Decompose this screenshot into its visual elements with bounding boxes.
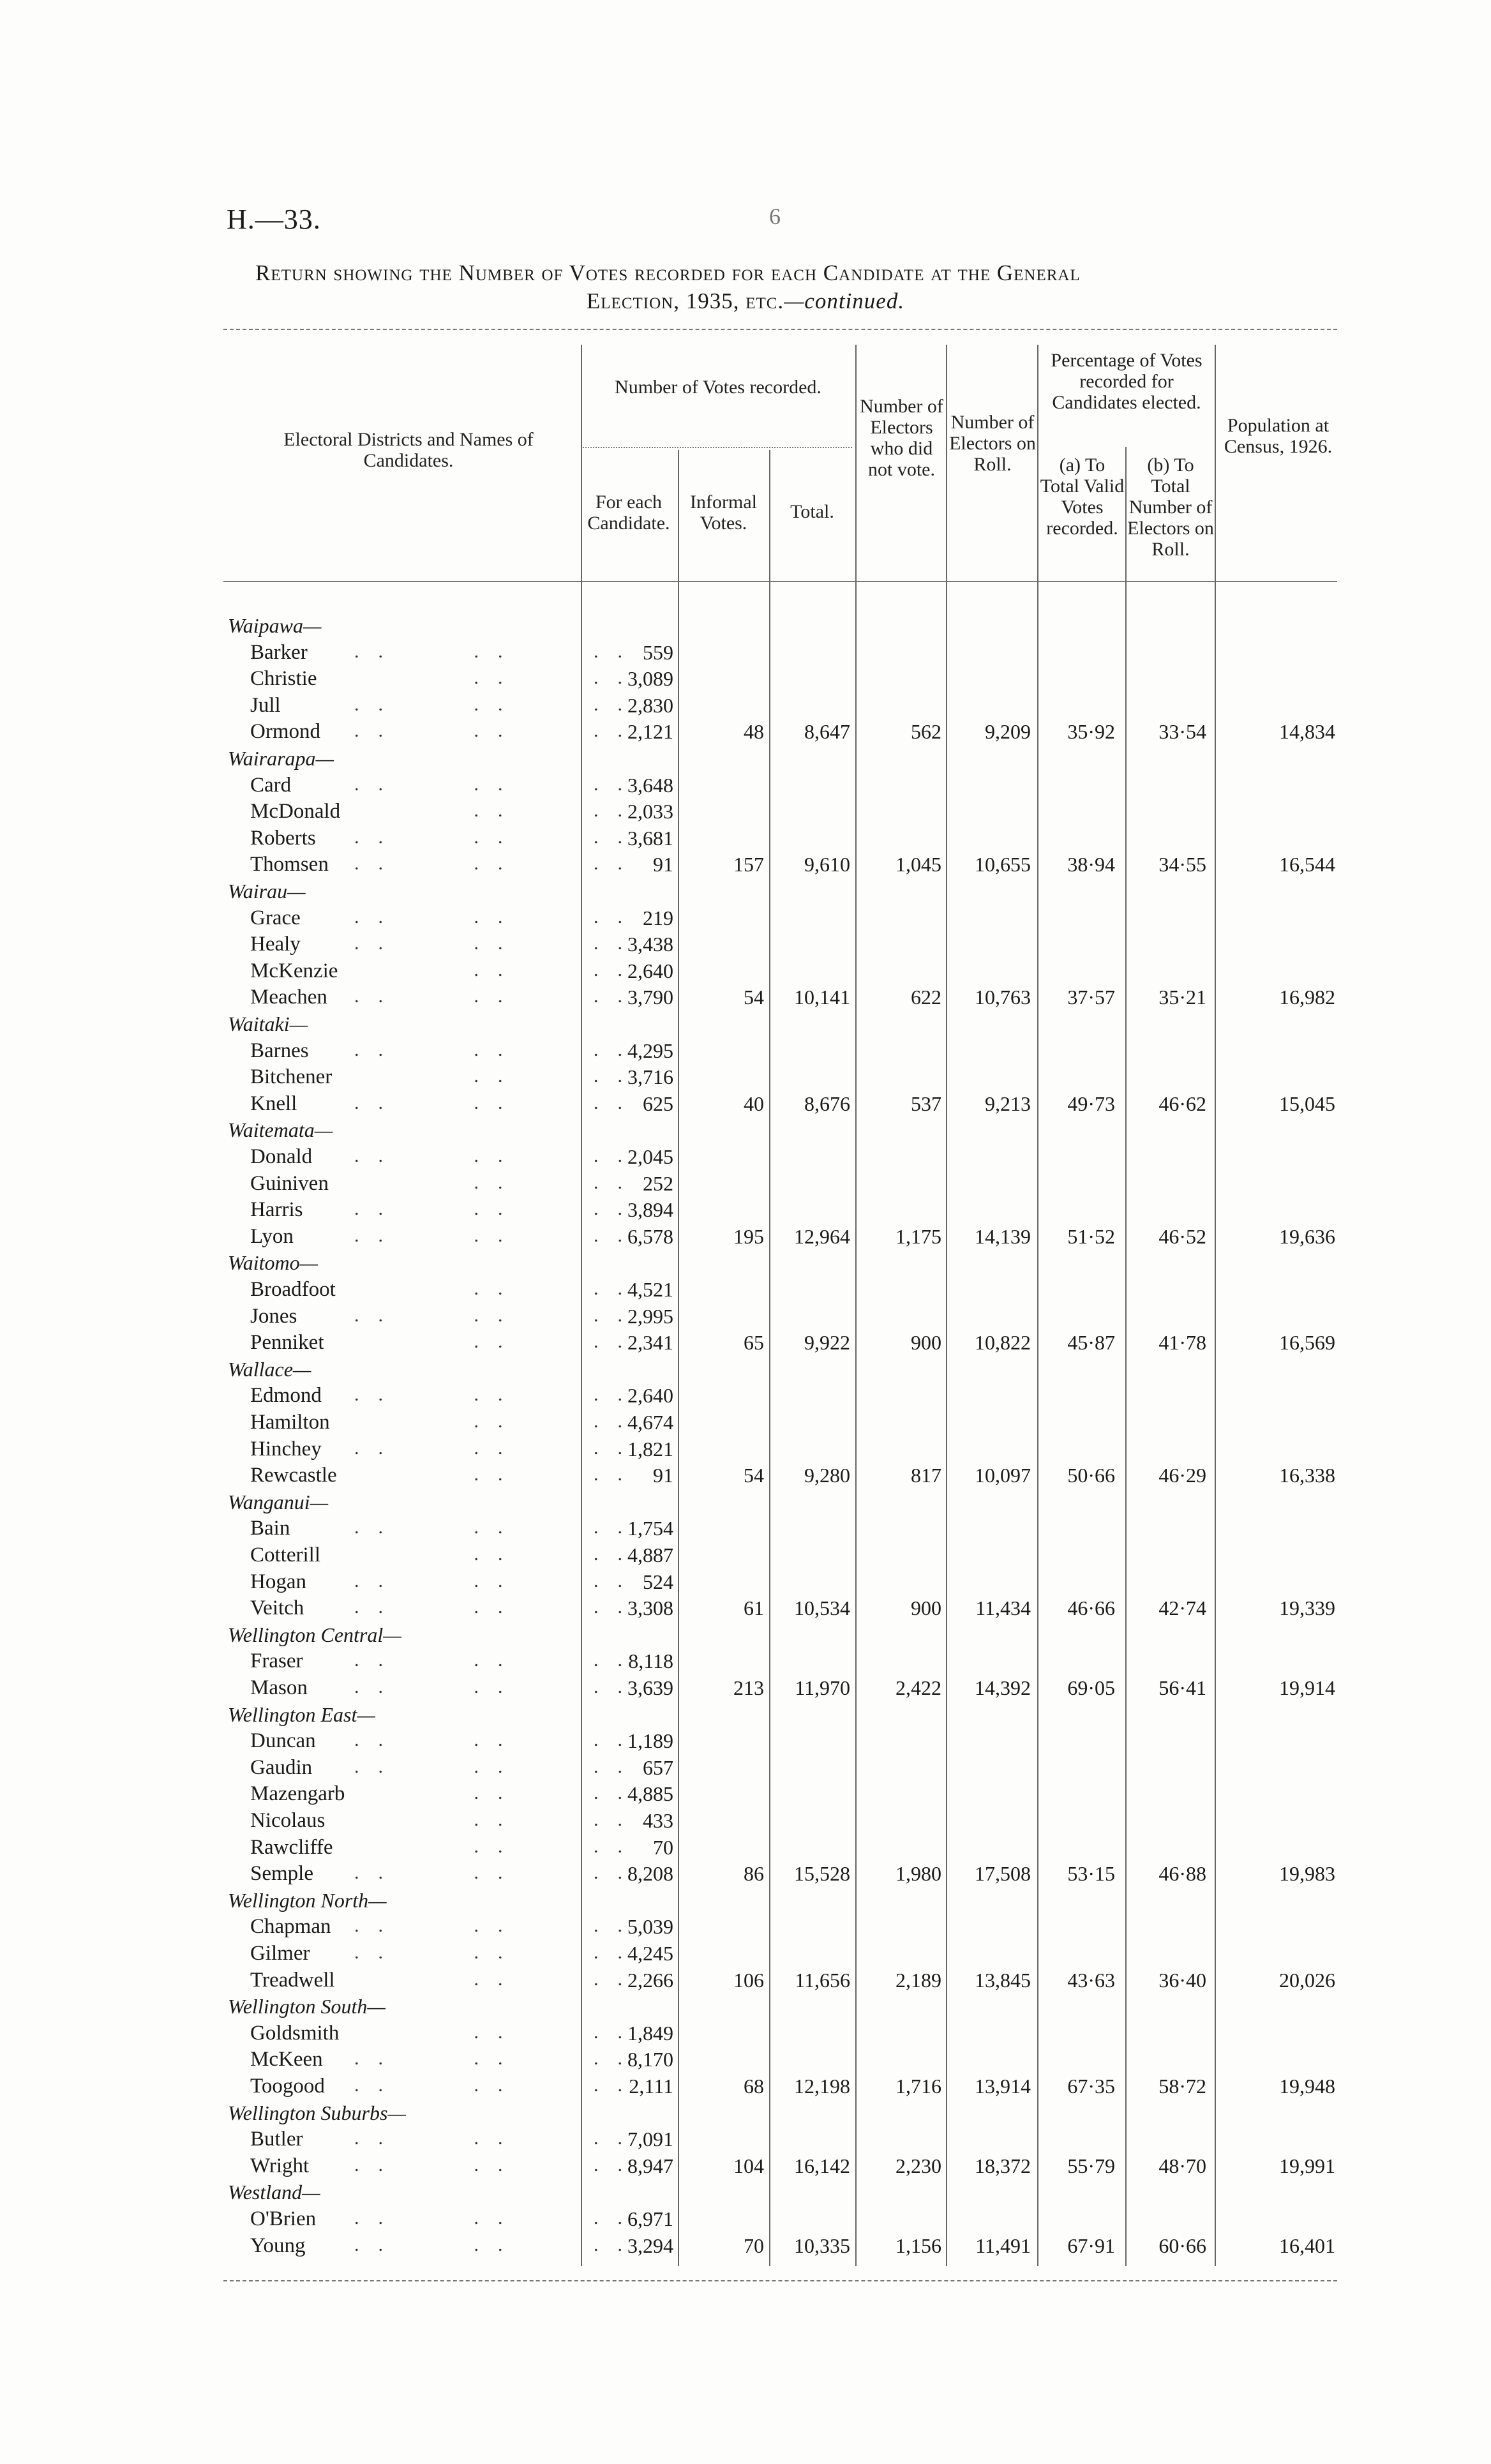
candidate-name: Donald [250,1145,313,1168]
electors-on-roll: 17,508 [975,1862,1031,1886]
candidate-votes: 625 [643,1092,673,1115]
dot-leaders: .. .. .. [354,986,641,1007]
candidate-name: O'Brien [250,2207,317,2230]
dot-leaders: .. .. .. [354,1039,641,1060]
candidate-name: Roberts [250,826,316,850]
pct-electors: 41·78 [1158,1331,1206,1355]
dot-leaders: .. .. .. [354,1729,641,1751]
dot-leaders: .. .. [354,2021,641,2043]
candidate-votes: 2,121 [627,720,673,744]
pct-electors: 35·21 [1158,986,1206,1009]
dot-leaders: .. .. .. [354,640,641,662]
col-rule-7 [1125,447,1127,2266]
total-votes: 10,534 [794,1596,850,1620]
pct-valid-votes: 50·66 [1067,1464,1115,1487]
candidate-name: Jones [250,1304,297,1328]
dot-leaders: .. .. [354,1809,641,1830]
candidate-name: Goldsmith [250,2021,340,2045]
candidate-name: Bitchener [250,1065,333,1089]
candidate-name: Duncan [250,1729,316,1753]
page-number: 6 [769,204,781,229]
candidate-name: Meachen [250,986,327,1009]
informal-votes: 40 [744,1092,764,1115]
candidate-name: Christie [250,667,317,691]
candidate-votes: 2,033 [627,800,673,823]
candidate-votes: 3,648 [627,773,673,797]
electors-on-roll: 13,845 [975,1968,1031,1992]
candidate-votes: 70 [653,1835,673,1859]
pct-valid-votes: 67·91 [1067,2234,1115,2257]
electors-on-roll: 11,491 [975,2234,1031,2257]
total-votes: 10,141 [794,986,850,1009]
candidate-votes: 2,341 [627,1331,673,1355]
dot-leaders: .. .. .. [354,2128,641,2149]
header-on-roll: Number of Electors on Roll. [949,412,1036,475]
pct-valid-votes: 38·94 [1067,853,1115,876]
candidate-name: Knell [250,1092,297,1115]
candidate-votes: 2,640 [627,959,673,982]
district-name: Waitomo— [228,1251,318,1275]
candidate-name: Veitch [250,1596,304,1620]
dot-leaders: .. .. .. [354,933,641,954]
district-name: Waitaki— [228,1012,308,1035]
col-rule-8 [1215,345,1216,2266]
population-1926: 19,339 [1279,1596,1335,1620]
candidate-votes: 8,118 [628,1649,673,1673]
candidate-name: Jull [250,693,281,717]
electors-on-roll: 9,213 [985,1092,1031,1115]
pct-electors: 60·66 [1158,2234,1206,2257]
informal-votes: 213 [733,1676,764,1699]
dot-leaders: .. .. .. [354,2048,641,2070]
header-bottom-rule [223,581,1337,582]
electors-not-voted: 900 [911,1331,941,1355]
electors-on-roll: 9,209 [985,720,1031,744]
total-votes: 16,142 [794,2154,850,2177]
candidate-name: Barker [250,640,308,664]
informal-votes: 61 [744,1596,764,1620]
candidate-name: Penniket [250,1331,324,1355]
dot-leaders: .. .. [354,1065,641,1087]
candidate-name: Guiniven [250,1171,329,1195]
dot-leaders: .. .. [354,800,641,822]
population-1926: 16,569 [1279,1331,1335,1355]
dot-leaders: .. .. [354,1968,641,1990]
dot-leaders: .. .. .. [354,1942,641,1963]
district-name: Wallace— [228,1357,311,1381]
electors-on-roll: 10,097 [975,1464,1031,1487]
electors-not-voted: 537 [911,1092,941,1115]
dot-leaders: .. .. [354,1544,641,1565]
informal-votes: 54 [744,986,764,1009]
candidate-name: Healy [250,933,301,956]
pct-valid-votes: 45·87 [1067,1331,1115,1355]
population-1926: 19,991 [1279,2154,1335,2177]
population-1926: 16,401 [1279,2234,1335,2257]
candidate-name: Hogan [250,1570,306,1593]
population-1926: 14,834 [1279,720,1335,744]
pct-valid-votes: 53·15 [1067,1862,1115,1886]
candidate-name: Treadwell [250,1968,335,1992]
candidate-name: Card [250,773,292,797]
header-votes-recorded: Number of Votes recorded. [615,377,821,398]
dot-leaders: .. .. .. [354,1092,641,1113]
document-reference: H.—33. [227,204,321,235]
candidate-name: Hamilton [250,1411,330,1434]
candidate-name: Edmond [250,1384,322,1408]
population-1926: 19,948 [1279,2075,1335,2098]
candidate-name: Gaudin [250,1755,313,1779]
votes-group-rule [581,447,852,448]
dot-leaders: .. .. .. [354,1145,641,1166]
candidate-name: Mason [250,1676,308,1699]
dot-leaders: .. .. [354,1464,641,1485]
candidate-votes: 6,578 [627,1224,673,1248]
electors-on-roll: 10,655 [975,853,1031,876]
dot-leaders: .. .. .. [354,853,641,875]
title-continued-text: —continued. [784,289,905,313]
total-votes: 11,970 [795,1676,850,1699]
candidate-name: McKeen [250,2048,323,2071]
candidate-votes: 8,170 [627,2048,673,2071]
dot-leaders: .. .. .. [354,1676,641,1697]
electors-not-voted: 2,189 [895,1968,941,1992]
candidate-votes: 252 [643,1171,673,1195]
dot-leaders: .. .. .. [354,773,641,795]
dot-leaders: .. .. .. [354,1437,641,1459]
candidate-name: Rawcliffe [250,1835,333,1859]
candidate-votes: 4,521 [627,1278,673,1301]
electors-on-roll: 18,372 [975,2154,1031,2177]
electors-not-voted: 900 [911,1596,941,1620]
header-pct-electors: (b) To Total Number of Electors on Roll. [1127,454,1214,560]
col-rule-5 [946,345,947,2266]
dot-leaders: .. .. [354,1411,641,1432]
candidate-votes: 3,438 [627,933,673,956]
dot-leaders: .. .. .. [354,720,641,742]
electors-on-roll: 11,434 [975,1596,1031,1620]
header-population: Population at Census, 1926. [1224,415,1333,457]
dot-leaders: .. .. [354,667,641,689]
candidate-votes: 4,674 [627,1411,673,1434]
candidate-votes: 3,308 [627,1596,673,1620]
dot-leaders: .. .. .. [354,2234,641,2255]
population-1926: 19,914 [1279,1676,1335,1699]
district-name: Wellington North— [228,1888,387,1912]
pct-electors: 48·70 [1158,2154,1206,2177]
electors-not-voted: 1,716 [895,2075,941,2098]
candidate-votes: 559 [643,640,673,664]
total-votes: 10,335 [794,2234,850,2257]
candidate-votes: 4,887 [627,1544,673,1566]
district-name: Wellington Suburbs— [228,2101,406,2124]
candidate-votes: 3,089 [627,667,673,691]
informal-votes: 68 [744,2075,764,2098]
total-votes: 12,198 [794,2075,850,2098]
candidate-name: Mazengarb [250,1782,345,1806]
electors-not-voted: 1,980 [895,1862,941,1886]
electors-not-voted: 1,175 [895,1224,941,1248]
candidate-name: Grace [250,906,301,929]
candidate-votes: 2,111 [629,2075,673,2098]
pct-electors: 46·62 [1158,1092,1206,1115]
pct-valid-votes: 37·57 [1067,986,1115,1009]
candidate-votes: 524 [643,1570,673,1593]
candidate-name: Ormond [250,720,320,744]
pct-electors: 42·74 [1158,1596,1206,1620]
candidate-votes: 1,849 [627,2021,673,2045]
electors-not-voted: 1,045 [895,853,941,876]
candidate-votes: 3,639 [627,1676,673,1699]
header-informal-votes: Informal Votes. [690,492,757,534]
pct-valid-votes: 67·35 [1067,2075,1115,2098]
candidate-name: McKenzie [250,959,338,982]
electors-not-voted: 1,156 [895,2234,941,2257]
candidate-votes: 1,189 [627,1729,673,1753]
pct-valid-votes: 69·05 [1067,1676,1115,1699]
informal-votes: 86 [744,1862,764,1886]
dot-leaders: .. .. .. [354,1384,641,1406]
candidate-votes: 4,245 [627,1942,673,1965]
district-name: Wellington East— [228,1702,375,1726]
candidate-votes: 7,091 [627,2128,673,2151]
electors-not-voted: 2,230 [895,2154,941,2177]
dot-leaders: .. .. .. [354,1198,641,1220]
header-not-voted: Number of Electors who did not vote. [860,396,943,480]
pct-valid-votes: 49·73 [1067,1092,1115,1115]
informal-votes: 195 [733,1224,764,1248]
col-rule-4 [855,345,857,2266]
dot-leaders: .. .. .. [354,2154,641,2175]
candidate-name: Harris [250,1198,303,1222]
candidate-votes: 5,039 [627,1915,673,1939]
dot-leaders: .. .. .. [354,1862,641,1884]
dot-leaders: .. .. [354,1331,641,1353]
electors-on-roll: 13,914 [975,2075,1031,2098]
electors-not-voted: 622 [911,986,941,1009]
total-votes: 12,964 [794,1224,850,1248]
dot-leaders: .. .. .. [354,2075,641,2096]
candidate-name: Butler [250,2128,303,2151]
header-total: Total. [790,501,834,522]
dot-leaders: .. .. [354,1835,641,1857]
candidate-votes: 3,681 [627,826,673,850]
pct-electors: 46·52 [1158,1224,1206,1248]
header-districts: Electoral Districts and Names of Candidates. [283,429,534,471]
electors-not-voted: 817 [911,1464,941,1487]
candidate-votes: 91 [653,853,673,876]
candidate-name: Chapman [250,1915,331,1939]
population-1926: 15,045 [1279,1092,1335,1115]
total-votes: 8,647 [804,720,850,744]
candidate-votes: 219 [643,906,673,929]
candidate-name: Lyon [250,1224,294,1248]
electors-not-voted: 2,422 [895,1676,941,1699]
col-rule-6 [1037,345,1038,2266]
total-votes: 11,656 [795,1968,850,1992]
dot-leaders: .. .. .. [354,826,641,848]
dot-leaders: .. .. .. [354,693,641,715]
candidate-votes: 6,971 [627,2207,673,2230]
dot-leaders: .. .. [354,1278,641,1299]
electors-on-roll: 10,822 [975,1331,1031,1355]
total-votes: 9,280 [804,1464,850,1487]
pct-valid-votes: 46·66 [1067,1596,1115,1620]
district-name: Westland— [228,2181,320,2204]
total-votes: 9,922 [804,1331,850,1355]
candidate-name: Rewcastle [250,1464,337,1487]
population-1926: 16,982 [1279,986,1335,1009]
candidate-votes: 2,830 [627,693,673,717]
table-title-line2 [0,289,1491,314]
electors-on-roll: 14,392 [975,1676,1031,1699]
candidate-name: Gilmer [250,1942,310,1965]
electors-on-roll: 14,139 [975,1224,1031,1248]
informal-votes: 104 [733,2154,764,2177]
pct-electors: 36·40 [1158,1968,1206,1992]
candidate-votes: 3,790 [627,986,673,1009]
pct-valid-votes: 35·92 [1067,720,1115,744]
table-bottom-rule [223,2280,1337,2281]
pct-electors: 46·88 [1158,1862,1206,1886]
population-1926: 20,026 [1279,1968,1335,1992]
electors-on-roll: 10,763 [975,986,1031,1009]
dot-leaders: .. .. .. [354,2207,641,2228]
candidate-votes: 8,208 [627,1862,673,1886]
candidate-votes: 657 [643,1755,673,1779]
pct-electors: 58·72 [1158,2075,1206,2098]
population-1926: 19,636 [1279,1224,1335,1248]
electors-not-voted: 562 [911,720,941,744]
candidate-name: Nicolaus [250,1809,326,1832]
candidate-name: Thomsen [250,853,329,876]
informal-votes: 48 [744,720,764,744]
pct-electors: 33·54 [1158,720,1206,744]
candidate-name: Broadfoot [250,1278,336,1301]
dot-leaders: .. .. .. [354,1517,641,1538]
dot-leaders: .. .. .. [354,1755,641,1777]
candidate-name: Wright [250,2154,310,2177]
title-election-text: Election, 1935, etc. [586,289,784,313]
dot-leaders: .. .. [354,1782,641,1804]
candidate-votes: 2,266 [627,1968,673,1992]
candidate-name: McDonald [250,800,341,823]
candidate-name: Bain [250,1517,290,1540]
pct-electors: 56·41 [1158,1676,1206,1699]
header-for-each-candidate: For each Candidate. [587,492,670,534]
candidate-name: Toogood [250,2075,325,2098]
district-name: Wairarapa— [228,747,334,770]
candidate-votes: 3,716 [627,1065,673,1089]
pct-electors: 34·55 [1158,853,1206,876]
total-votes: 8,676 [804,1092,850,1115]
population-1926: 19,983 [1279,1862,1335,1886]
dot-leaders: .. .. [354,959,641,980]
candidate-name: Young [250,2234,306,2257]
informal-votes: 106 [733,1968,764,1992]
table-title-line1: Return showing the Number of Votes recorded for each Candidate at the General [255,260,1081,285]
dot-leaders: .. .. .. [354,1224,641,1246]
candidate-votes: 2,995 [627,1304,673,1328]
district-name: Wairau— [228,880,306,903]
candidate-name: Cotterill [250,1544,320,1566]
pct-valid-votes: 55·79 [1067,2154,1115,2177]
informal-votes: 157 [733,853,764,876]
candidate-votes: 1,754 [627,1517,673,1540]
candidate-name: Semple [250,1862,313,1886]
dot-leaders: .. .. .. [354,1915,641,1937]
candidate-votes: 4,295 [627,1039,673,1062]
candidate-votes: 4,885 [627,1782,673,1806]
district-name: Wellington Central— [228,1623,401,1646]
candidate-name: Fraser [250,1649,303,1673]
header-pct-valid-votes: (a) To Total Valid Votes recorded. [1040,454,1125,539]
candidate-votes: 2,045 [627,1145,673,1168]
district-name: Waitemata— [228,1118,333,1142]
informal-votes: 65 [744,1331,764,1355]
dot-leaders: .. .. .. [354,906,641,928]
candidate-votes: 8,947 [627,2154,673,2177]
total-votes: 9,610 [804,853,850,876]
candidate-name: Barnes [250,1039,309,1062]
population-1926: 16,338 [1279,1464,1335,1487]
col-rule-3 [769,450,770,2266]
dot-leaders: .. .. .. [354,1596,641,1618]
informal-votes: 70 [744,2234,764,2257]
candidate-name: Hinchey [250,1437,322,1461]
pct-valid-votes: 43·63 [1067,1968,1115,1992]
dot-leaders: .. .. [354,1171,641,1193]
total-votes: 15,528 [794,1862,850,1886]
header-percentage: Percentage of Votes recorded for Candidates elected. [1051,350,1203,413]
pct-electors: 46·29 [1158,1464,1206,1487]
candidate-votes: 433 [643,1809,673,1832]
dot-leaders: .. .. .. [354,1649,641,1671]
district-name: Waipawa— [228,614,322,637]
header-top-rule [223,329,1337,330]
population-1926: 16,544 [1279,853,1335,876]
district-name: Wanganui— [228,1490,329,1514]
dot-leaders: .. .. .. [354,1304,641,1326]
candidate-votes: 2,640 [627,1384,673,1408]
informal-votes: 54 [744,1464,764,1487]
candidate-votes: 3,294 [627,2234,673,2257]
candidate-votes: 91 [653,1464,673,1487]
pct-valid-votes: 51·52 [1067,1224,1115,1248]
candidate-votes: 3,894 [627,1198,673,1222]
col-rule-2 [678,450,679,2266]
candidate-votes: 1,821 [627,1437,673,1461]
district-name: Wellington South— [228,1995,386,2018]
dot-leaders: .. .. .. [354,1570,641,1591]
